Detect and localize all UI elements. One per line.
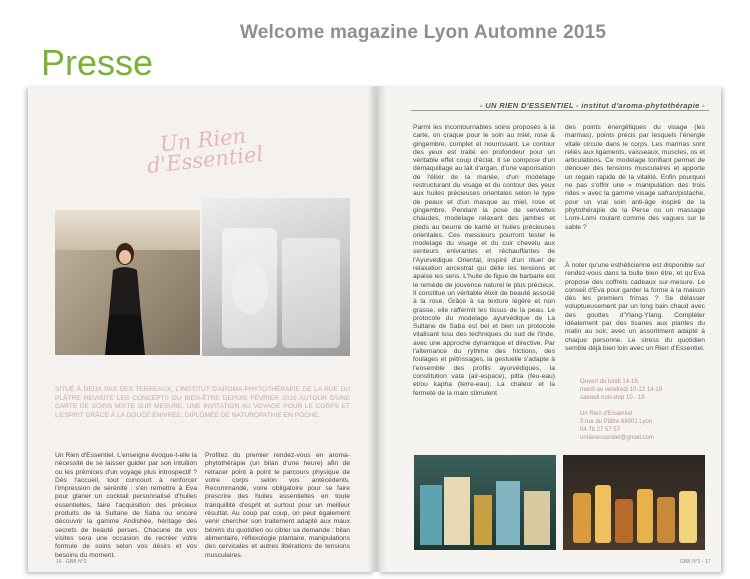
shop-address: 3 rue du Plâtre 69001 Lyon: [580, 419, 653, 425]
body-column-2: Profitez du premier rendez-vous en aroma-phytothérapie (un bilan d'une heure) afin de retracer point à point le parcours physique de votre corps selon vos antécédents. Recommandé, voire obligatoire pour se faire prescrire des huiles essentielles en toute tranquillité d'esprit et surtout pour un meilleur résultat. Au coup par coup, on peut également venir chercher son traitement adapté aux maux bénins du quotidien ou cibler sa demande : bilan alimentaire, réflexologie plantaire, manipulations des cervicales et autres libérations de tensions musculaires.: [205, 452, 350, 559]
page-number-left: 16 - GBB N°3: [56, 559, 87, 565]
essential-oils-illustration: [563, 455, 705, 550]
page-spine: [368, 86, 388, 572]
article-section-head: - UN RIEN D'ESSENTIEL - institut d'aroma-phytothérapie -: [480, 101, 705, 110]
header-title: Welcome magazine Lyon Automne 2015: [240, 22, 607, 43]
article-lead: SITUÉ À DEUX PAS DES TERREAUX, L'INSTITUT D'AROMA-PHYTOTHÉRAPIE DE LA RUE DU PLÂTRE REVISITE LES CONCEPTS DU BIEN-ÊTRE DEPUIS FÉVRIER 2015 AUTOUR D'UNE CARTE DE SOINS MIXTE SUR MESURE. UNE INVITATION AU VOYAGE POUR LE CORPS ET L'ESPRIT GRÂCE À LA DOUCE ENIVRÉE, DIPLÔMÉE DE NATUROPATHIE EN POCHE.: [55, 386, 350, 419]
hours-line-3: samedi non-stop 10 - 19: [580, 395, 645, 401]
photo-product-boxes: [414, 455, 556, 550]
body-column-1: Un Rien d'Essentiel. L'enseigne évoque-t-elle la nécessité de se laisser guider par son intuition ou les prémices d'un voyage plus introspectif ? Dès l'accueil, tout concourt à renforcer l'impression de sérénité : s'en remettre à Eva pour glaner un cocktail personnalisé d'huiles essentielles, faire l'acquisition des précieux produits de la Sultane de Saba ou encore découvrir la gamme Andishée, héritage des secrets de beauté perses. Chacune de vos visites sera une occasion de recréer votre formule de soins selon vos désirs et vos besoins du moment.: [55, 452, 197, 559]
photo-woman-in-shop: [55, 210, 200, 355]
body-column-3: Parmi les incontournables soins proposés à la carte, on craque pour le soin au miel, rose & gingembre, complet et nourrissant. Le contour des yeux est traité en profondeur pour un véritable effet coup d'éclat. Il se compose d'un démaquillage au lait d'argan, d'une vaporisation de l'élixir de la mariée, d'un modelage restructurant du visage et du contour des yeux aux huiles précieuses orientales selon le type de peaux et d'un masque au miel, rose et gingembre. Pendant la pose de serviettes chaudes, modelage relaxant des jambes et pieds au beurre de karité et huiles précieuses orientales. Ces messieurs pourront tester le modelage du visage et du cuir chevelu aux senteurs enivrantes et réchauffantes de l'Ayurvédique Oriental, inspiré d'un rituel de relaxation ancestral qui délie les tensions et apaise les sens. L'huile de figue de barbarie est le remède de jouvence naturel le plus précieux. Il constitue un véritable élixir de beauté associé à la rose. Grâce à sa texture légère et non grasse, elle raffermit les tissus de la peau. Le protocole du modelage ayurvédique de La Sultane de Saba est bel et bien un protocole vitalisant issu des techniques du sud de l'Inde, avec une approche dynamique et directive. Par l'alternance du rythme des frictions, des foulages et pétrissages, la gestuelle s'adapte à l'ensemble des profils ayurvédiques, la constitution vata (air-espace), pitta (feu-eau) et/ou kapha (terre-eau). La chaleur et la fermeté de la main stimulent: [413, 124, 555, 397]
header-rule: [411, 110, 709, 111]
section-label: Presse: [41, 42, 154, 83]
body-column-4: des points énergétiques du visage (les marmas), points précis par lesquels l'énergie vitale circule dans le corps. Les marmas sont reliés aux ligaments, vaisseaux, muscles, os et articulations. Ce modelage tonifiant permet de dénouer des tensions musculaires et apporte un regain rapide de la vitalité. Enfin pourquoi ne pas s'offrir une « manipulation des trois rides » avec la gamme visage safran/pistache, pour un vrai soin anti-âge inspiré de la phytothérapie de la Perse ou un massage Lomi-Lomi roulant comme des vagues sur le sable ?: [565, 124, 705, 231]
hours-line-1: Ouvert du lundi 14-19,: [580, 379, 640, 385]
body-column-5: À noter qu'une esthéticienne est disponible sur rendez-vous dans la bulle bien être, et qu'Eva propose des coffrets cadeaux sur-mesure. Le conseil d'Eva pour garder la forme à la maison dès les premiers frimas ? Se délasser voluptueusement par un long bain chaud avec des gouttes d'Ylang-Ylang. Compléter idéalement par des tisanes aux plantes du matin au soir, avec un assortiment adapté à chaque personne. Le stress du quotidien semble déjà bien loin avec un Rien d'Essentiel.: [565, 262, 705, 352]
product-boxes-illustration: [414, 455, 556, 550]
shop-name: Un Rien d'Essentiel: [580, 411, 633, 417]
photo-glass-jar: [202, 198, 350, 356]
page-number-right: GBB N°3 - 17: [680, 559, 711, 565]
hours-line-2: mardi au vendredi 10-12 14-19: [580, 387, 663, 393]
glass-jar-illustration: [202, 198, 350, 356]
article-logo-title: Un Rien d'Essentiel: [145, 123, 265, 178]
shop-email: unrienessentiel@gmail.com: [580, 435, 654, 441]
contact-info-box: [580, 378, 690, 442]
photo-essential-oils: [563, 455, 705, 550]
person-figure: [103, 240, 148, 355]
shop-phone: 04 78 27 57 57: [580, 427, 621, 433]
